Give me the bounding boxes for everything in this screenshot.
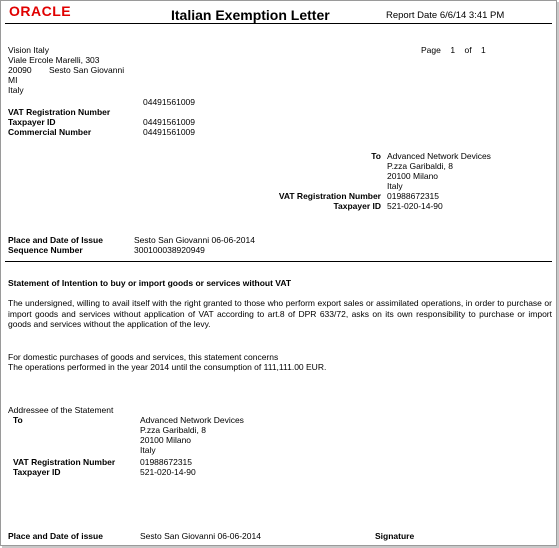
- company-extra-number: 04491561009: [143, 97, 196, 107]
- company-province: MI: [8, 75, 18, 85]
- statement-heading: Statement of Intention to buy or import goods or services without VAT: [8, 278, 292, 288]
- document-title: Italian Exemption Letter: [171, 7, 330, 23]
- company-city: Sesto San Giovanni: [49, 65, 125, 75]
- addressee-to-label: To: [13, 415, 23, 425]
- recipient-street: P.zza Garibaldi, 8: [387, 161, 453, 171]
- addressee-taxpayer-label: Taxpayer ID: [13, 467, 61, 477]
- sequence-label: Sequence Number: [8, 245, 83, 255]
- recipient-vat-value: 01988672315: [387, 191, 440, 201]
- sequence-value: 300100038920949: [134, 245, 205, 255]
- company-commercial-label: Commercial Number: [8, 127, 92, 137]
- recipient-vat-label: VAT Registration Number: [278, 191, 381, 201]
- recipient-to-label: To: [371, 151, 381, 161]
- recipient-country: Italy: [387, 181, 403, 191]
- company-name: Vision Italy: [8, 45, 49, 55]
- company-country: Italy: [8, 85, 24, 95]
- recipient-name: Advanced Network Devices: [387, 151, 491, 161]
- addressee-title: Addressee of the Statement: [8, 405, 114, 415]
- addressee-taxpayer-value: 521-020-14-90: [140, 467, 196, 477]
- addressee-street: P.zza Garibaldi, 8: [140, 425, 206, 435]
- company-commercial-value: 04491561009: [143, 127, 196, 137]
- addressee-name: Advanced Network Devices: [140, 415, 244, 425]
- page-label: [421, 45, 486, 55]
- recipient-taxpayer-label: Taxpayer ID: [333, 201, 381, 211]
- signature-label: Signature: [375, 531, 415, 541]
- page-word: Page: [421, 45, 441, 55]
- page-of: of: [464, 45, 472, 55]
- addressee-vat-value: 01988672315: [140, 457, 193, 467]
- issue-place-value: Sesto San Giovanni 06-06-2014: [134, 235, 255, 245]
- recipient-taxpayer-value: 521-020-14-90: [387, 201, 443, 211]
- addressee-city: 20100 Milano: [140, 435, 192, 445]
- header-divider: [5, 23, 552, 24]
- addressee-country: Italy: [140, 445, 156, 455]
- domestic-line-2: The operations performed in the year 2014 until the consumption of 111,111.00 EUR.: [8, 362, 327, 372]
- company-postal: 20090: [8, 65, 32, 75]
- page-total: 1: [481, 45, 486, 55]
- company-taxpayer-label: Taxpayer ID: [8, 117, 56, 127]
- recipient-city: 20100 Milano: [387, 171, 439, 181]
- page-current: 1: [450, 45, 456, 55]
- company-vat-label: VAT Registration Number: [8, 107, 111, 117]
- statement-body: The undersigned, willing to avail itself with the right granted to those who perform export sales or assimilated operations, in order to purchase or import goods and services without application of VAT according to art.8 of DPR 633/72, asks on its own responsibility to purchase or import goods and services without the application of the levy.: [8, 298, 552, 329]
- addressee-vat-label: VAT Registration Number: [13, 457, 116, 467]
- domestic-line-1: For domestic purchases of goods and services, this statement concerns: [8, 352, 279, 362]
- company-street: Viale Ercole Marelli, 303: [8, 55, 100, 65]
- report-date: Report Date 6/6/14 3:41 PM: [386, 10, 505, 21]
- footer-place-label: Place and Date of issue: [8, 531, 103, 541]
- oracle-logo: ORACLE: [9, 3, 72, 19]
- footer-place-value: Sesto San Giovanni 06-06-2014: [140, 531, 261, 541]
- company-taxpayer-value: 04491561009: [143, 117, 196, 127]
- issue-place-label: Place and Date of Issue: [8, 235, 103, 245]
- issue-divider: [5, 261, 552, 262]
